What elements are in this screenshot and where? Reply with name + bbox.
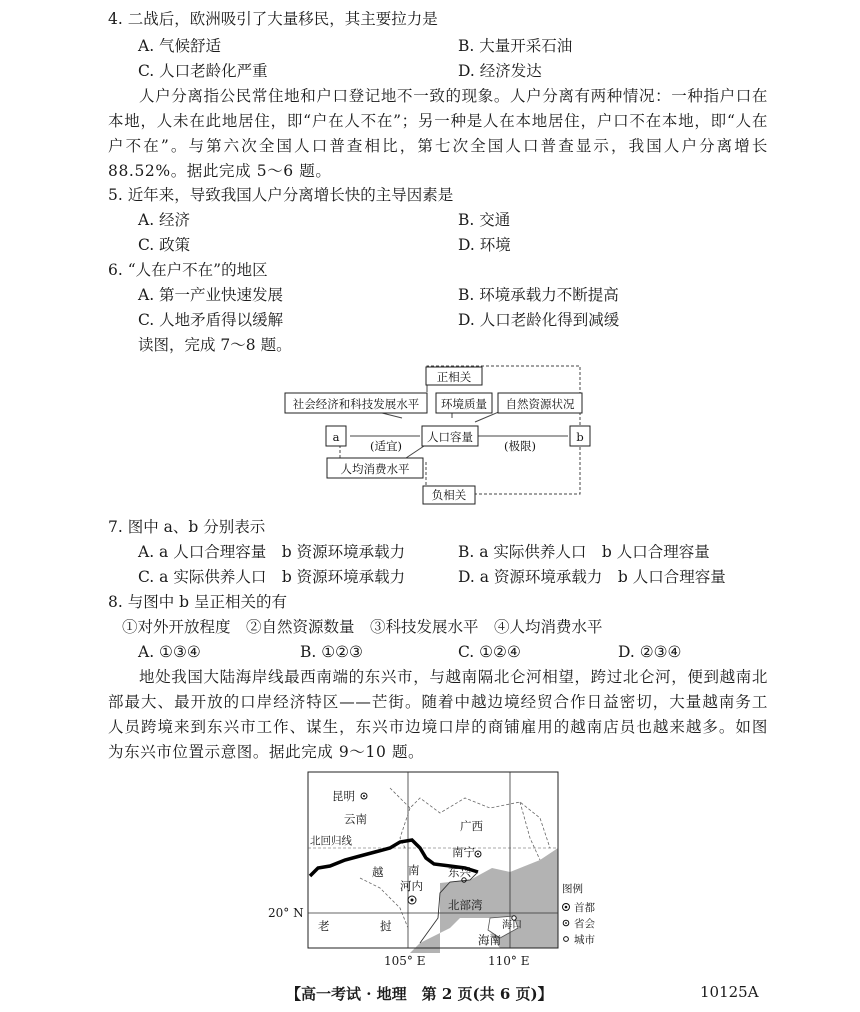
- q8-option-c: C. ①②④: [458, 643, 521, 661]
- diagram-suitable-label: (适宜): [370, 439, 402, 453]
- passage-1-text: 人户分离指公民常住地和户口登记地不一致的现象。人户分离有两种情况：一种指户口在本地，人未在此地居住，即“户在人不在”；另一种是人在本地居住，户口不在本地，即“人在户不在”。与第六次全国人口普查相比，第七次全国人口普查显示，我国人户分离增长 88.52%。据此完成 5～6 题。: [108, 87, 768, 180]
- q6-option-d: D. 人口老龄化得到减缓: [458, 311, 620, 329]
- q8-option-b: B. ①②③: [300, 643, 363, 661]
- q7-option-d: D. a 资源环境承载力 b 人口合理容量: [458, 568, 726, 586]
- q7-option-b: B. a 实际供养人口 b 人口合理容量: [458, 543, 710, 561]
- q8-option-d: D. ②③④: [618, 643, 682, 661]
- q4-option-d: D. 经济发达: [458, 62, 542, 80]
- diagram-social-box: 社会经济和科技发展水平: [292, 397, 420, 411]
- q7-option-c: C. a 实际供养人口 b 资源环境承载力: [138, 568, 406, 586]
- passage-dongxing: [108, 665, 768, 765]
- q6-stem: 6. “人在户不在”的地区: [108, 261, 268, 279]
- map-lat-20n: 20° N: [268, 906, 304, 920]
- map-label-hanoi: 河内: [400, 879, 423, 893]
- diagram-positive-label: 正相关: [436, 370, 472, 384]
- map-label-yue: 越: [372, 865, 384, 879]
- map-label-guangxi: 广西: [460, 819, 483, 833]
- q8-items: ①对外开放程度 ②自然资源数量 ③科技发展水平 ④人均消费水平: [122, 618, 603, 636]
- q4-option-a: A. 气候舒适: [138, 37, 222, 55]
- map-label-kunming: 昆明: [332, 789, 355, 803]
- diagram-env-box: 环境质量: [441, 397, 487, 411]
- q5-stem: 5. 近年来，导致我国人户分离增长快的主导因素是: [108, 186, 454, 204]
- map-label-haikou: 海口: [502, 920, 522, 931]
- diagram-consumption-box: 人均消费水平: [340, 462, 410, 476]
- diagram-negative-label: 负相关: [431, 488, 467, 502]
- population-capacity-diagram: [280, 360, 600, 510]
- q6-option-a: A. 第一产业快速发展: [138, 286, 284, 304]
- map-label-hainan: 海南: [478, 933, 501, 947]
- q4-option-c: C. 人口老龄化严重: [138, 62, 268, 80]
- diagram-a-box: a: [332, 430, 340, 444]
- map-label-wo: 挝: [380, 919, 392, 933]
- map-legend-city: 城市: [574, 934, 595, 946]
- paper-code: 10125A: [700, 983, 759, 1001]
- map-lon-110e: 110° E: [488, 954, 530, 968]
- map-legend-capital: 首都: [574, 902, 595, 914]
- diagram-capacity-box: 人口容量: [427, 430, 473, 444]
- map-label-tropic: 北回归线: [310, 835, 352, 847]
- passage-2-text: 地处我国大陆海岸线最西南端的东兴市，与越南隔北仑河相望，跨过北仑河，便到越南北部最大、最开放的口岸经济特区——芒街。随着中越边境经贸合作日益密切，大量越南务工人员跨境来到东兴市工作、谋生，东兴市边境口岸的商铺雇用的越南店员也越来越多。如图为东兴市位置示意图。据此完成 9～10 题。: [108, 668, 768, 761]
- q8-option-a: A. ①③④: [138, 643, 201, 661]
- map-label-yunnan: 云南: [344, 812, 367, 826]
- q5-option-c: C. 政策: [138, 236, 191, 254]
- q4-stem: 4. 二战后，欧洲吸引了大量移民，其主要拉力是: [108, 10, 438, 28]
- map-label-nanning: 南宁: [452, 845, 475, 859]
- q8-stem: 8. 与图中 b 呈正相关的有: [108, 593, 287, 611]
- dongxing-location-map: [300, 768, 600, 958]
- diagram-b-box: b: [576, 430, 584, 444]
- diagram-limit-label: (极限): [504, 439, 536, 453]
- map-legend-title: 图例: [562, 883, 583, 895]
- q4-option-b: B. 大量开采石油: [458, 37, 573, 55]
- passage-household-separation: [108, 84, 768, 184]
- q6-option-c: C. 人地矛盾得以缓解: [138, 311, 284, 329]
- q5-option-b: B. 交通: [458, 211, 511, 229]
- q6-option-b: B. 环境承载力不断提高: [458, 286, 619, 304]
- intro-7-8: 读图，完成 7～8 题。: [138, 336, 292, 354]
- q5-option-d: D. 环境: [458, 236, 511, 254]
- diagram-resource-box: 自然资源状况: [505, 397, 575, 411]
- map-label-dongxing: 东兴: [448, 865, 471, 879]
- page-footer: 【高一考试 · 地理 第 2 页(共 6 页)】: [286, 985, 553, 1003]
- map-lon-105e: 105° E: [384, 954, 426, 968]
- q7-stem: 7. 图中 a、b 分别表示: [108, 518, 266, 536]
- q7-option-a: A. a 人口合理容量 b 资源环境承载力: [138, 543, 406, 561]
- map-label-lao: 老: [318, 919, 330, 933]
- map-label-nan: 南: [408, 863, 420, 877]
- map-label-beibu: 北部湾: [448, 898, 483, 912]
- q5-option-a: A. 经济: [138, 211, 191, 229]
- map-legend-province: 省会: [574, 918, 595, 930]
